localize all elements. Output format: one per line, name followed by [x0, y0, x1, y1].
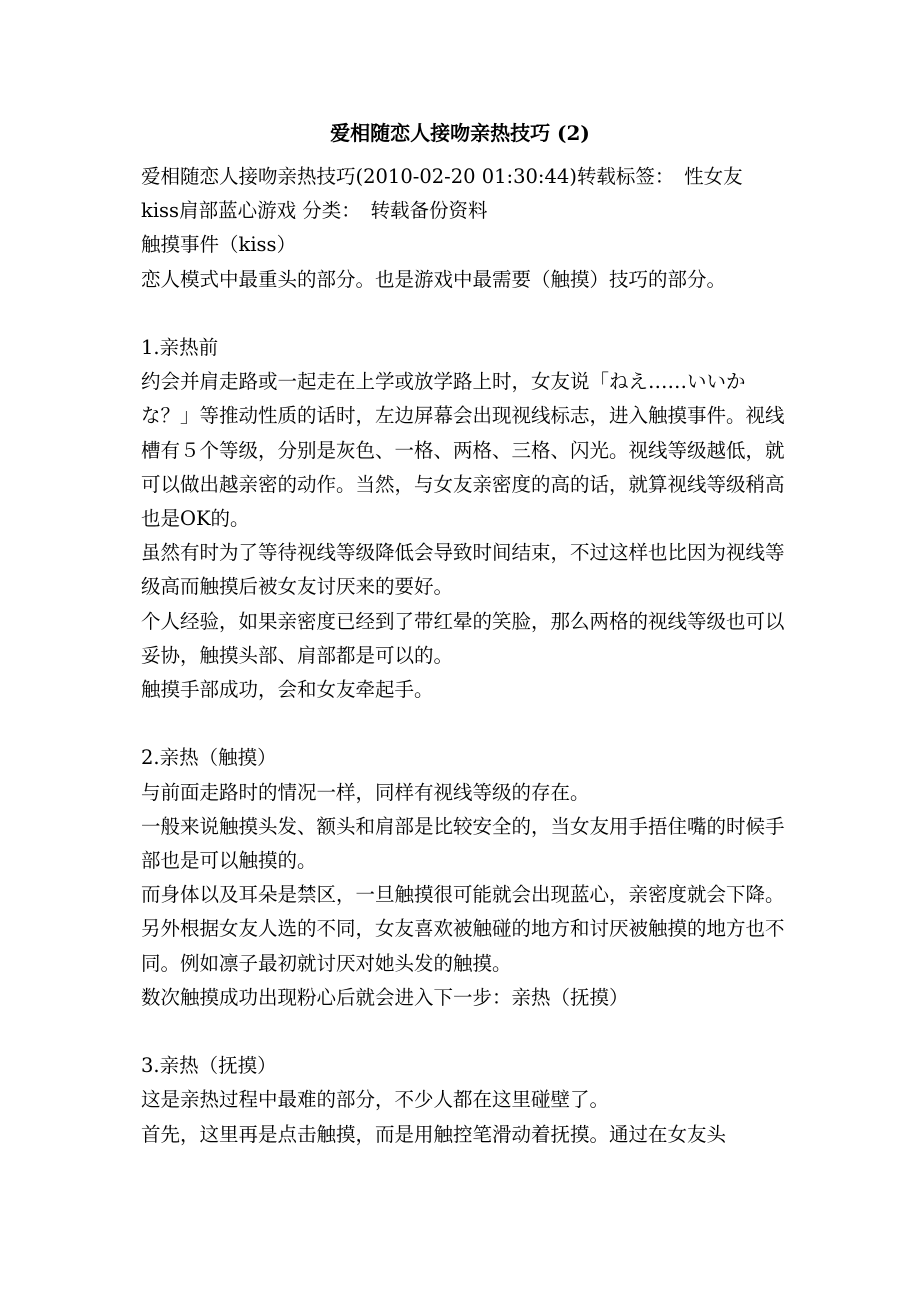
paragraph: 另外根据女友人选的不同，女友喜欢被触碰的地方和讨厌被触摸的地方也不同。例如凛子最初就讨厌对她头发的触摸。: [141, 917, 785, 975]
paragraph: 约会并肩走路或一起走在上学或放学路上时，女友说「ねえ……いいかな？」等推动性质的话时，左边屏幕会出现视线标志，进入触摸事件。视线槽有５个等级，分别是灰色、一格、两格、三格、闪光。视线等级越低，就可以做出越亲密的动作。当然，与女友亲密度的高的话，就算视线等级稍高也是OK的。: [141, 370, 785, 531]
paragraph: 个人经验，如果亲密度已经到了带红晕的笑脸，那么两格的视线等级也可以妥协，触摸头部、肩部都是可以的。: [141, 609, 785, 667]
paragraph-meta-line-2: kiss肩部蓝心游戏 分类： 转载备份资料: [141, 199, 488, 223]
paragraph: 首先，这里再是点击触摸，而是用触控笔滑动着抚摸。通过在女友头: [141, 1122, 727, 1146]
blank-line: [141, 707, 791, 741]
section-heading-1: 1.亲热前: [141, 336, 219, 359]
paragraph-intro: 恋人模式中最重头的部分。也是游戏中最需要（触摸）技巧的部分。: [141, 267, 727, 291]
paragraph: 触摸手部成功，会和女友牵起手。: [141, 678, 434, 702]
blank-line: [141, 1015, 791, 1049]
document-title: 爱相随恋人接吻亲热技巧 (2): [330, 121, 590, 145]
paragraph: 数次触摸成功出现粉心后就会进入下一步：亲热（抚摸）: [141, 985, 629, 1009]
section-heading-2: 2.亲热（触摸）: [141, 746, 277, 770]
paragraph-touch-event-heading: 触摸事件（kiss）: [141, 233, 297, 257]
section-heading-3: 3.亲热（抚摸）: [141, 1054, 277, 1078]
document-body: [141, 160, 791, 1152]
paragraph: 虽然有时为了等待视线等级降低会导致时间结束，不过这样也比因为视线等级高而触摸后被女友讨厌来的要好。: [141, 541, 785, 599]
paragraph: 一般来说触摸头发、额头和肩部是比较安全的，当女友用手捂住嘴的时候手部也是可以触摸的。: [141, 814, 785, 873]
blank-line: [141, 297, 791, 331]
paragraph-meta-line-1: 爱相随恋人接吻亲热技巧(2010-02-20 01:30:44)转载标签： 性女友: [141, 165, 743, 188]
paragraph: 与前面走路时的情况一样，同样有视线等级的存在。: [141, 780, 590, 804]
paragraph: 这是亲热过程中最难的部分，不少人都在这里碰壁了。: [141, 1088, 610, 1112]
paragraph: 而身体以及耳朵是禁区，一旦触摸很可能就会出现蓝心，亲密度就会下降。: [141, 883, 785, 907]
